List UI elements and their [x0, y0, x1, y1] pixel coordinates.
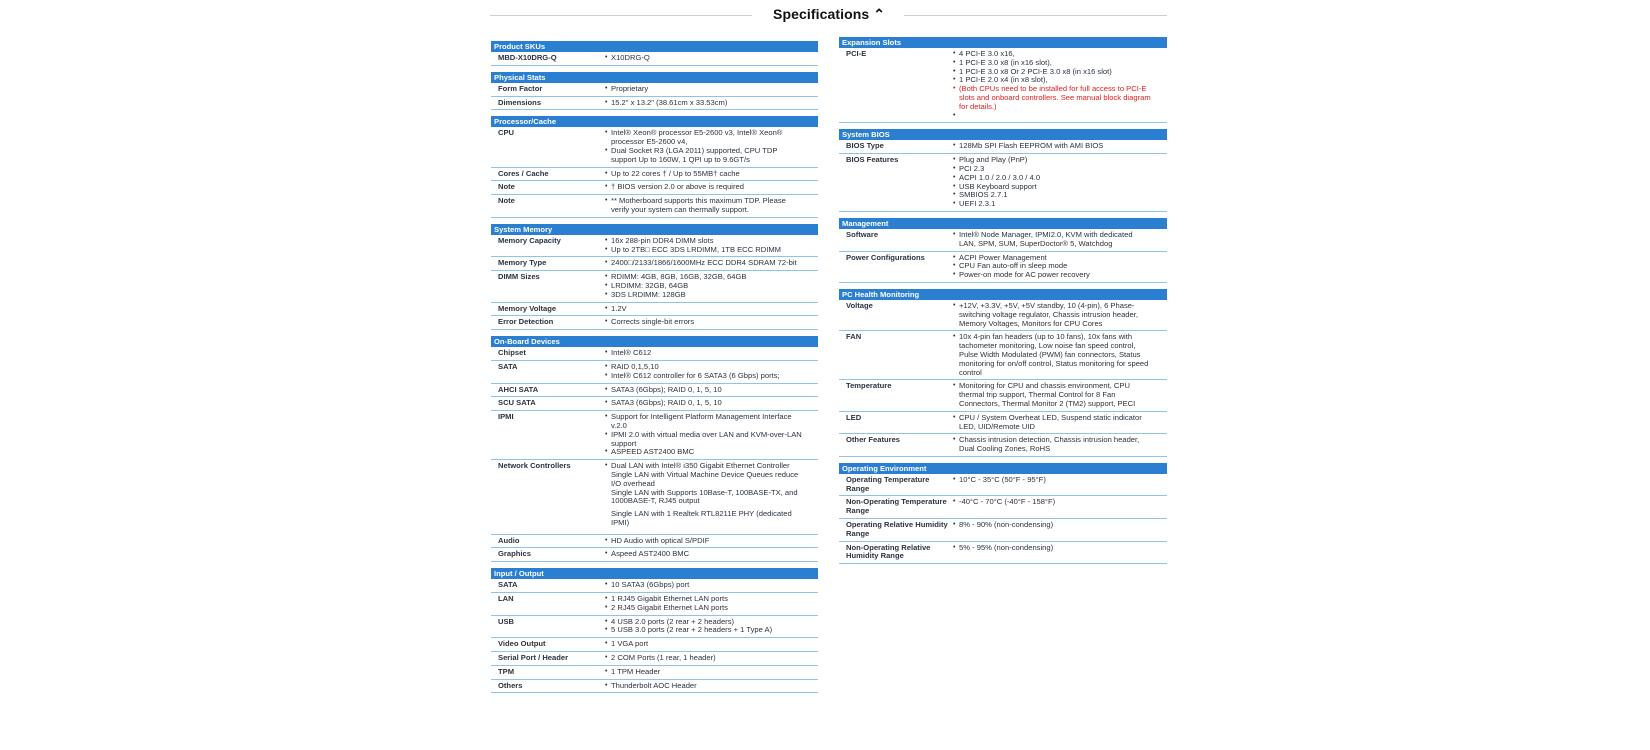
spec-label: Graphics	[498, 549, 531, 559]
spec-label: Non-Operating Temperature Range	[846, 497, 947, 516]
spec-value-item: • IPMI 2.0 with virtual media over LAN and KVM-over-LAN support	[604, 431, 802, 449]
spec-value-list	[952, 436, 1151, 454]
spec-value	[604, 399, 818, 408]
spec-value-item: • Intel® C612 controller for 6 SATA3 (6 Gbps) ports;	[604, 372, 802, 381]
spec-row	[491, 411, 818, 460]
spec-value	[604, 99, 818, 108]
spec-value-item: • Intel® C612	[604, 349, 802, 358]
spec-value	[604, 386, 818, 395]
spec-label: Other Features	[846, 435, 901, 445]
spec-value-list	[604, 618, 802, 636]
spec-row	[839, 380, 1167, 411]
spec-value-item: • 16x 288-pin DDR4 DIMM slots	[604, 237, 802, 246]
spec-value	[604, 581, 818, 590]
spec-label: MBD-X10DRG-Q	[498, 53, 557, 62]
spec-section	[839, 218, 1167, 283]
spec-label: Memory Capacity	[498, 235, 561, 245]
spec-value	[604, 318, 818, 327]
spec-value	[952, 142, 1167, 151]
spec-row	[839, 519, 1167, 542]
spec-value-item: • ACPI Power Management	[952, 254, 1151, 263]
spec-value-list	[952, 498, 1151, 507]
spec-row	[839, 300, 1167, 331]
spec-value-item: • Intel® Xeon® processor E5-2600 v3, Intel® Xeon® processor E5-2600 v4,	[604, 129, 802, 147]
spec-row	[839, 154, 1167, 212]
section-title: Physical Stats	[491, 72, 818, 83]
spec-value	[952, 156, 1167, 209]
spec-value	[604, 349, 818, 358]
spec-value	[604, 654, 818, 663]
spec-value-item: • Corrects single-bit errors	[604, 318, 802, 327]
spec-row	[491, 593, 818, 616]
spec-label: Network Controllers	[498, 461, 571, 471]
spec-value	[604, 595, 818, 613]
spec-value	[604, 170, 818, 179]
spec-value-item: • 1 VGA port	[604, 640, 802, 649]
spec-label: Note	[498, 196, 515, 206]
spec-label: AHCI SATA	[498, 384, 539, 394]
spec-value-list	[604, 170, 802, 179]
spec-value-item: • Up to 22 cores † / Up to 55MB† cache	[604, 170, 802, 179]
spec-value-item: • LRDIMM: 32GB, 64GB	[604, 282, 802, 291]
spec-row	[839, 252, 1167, 283]
spec-value	[604, 550, 818, 559]
spec-value-item: • RAID 0,1,5,10	[604, 363, 802, 372]
spec-label: Software	[846, 229, 879, 239]
spec-value-item: • Dual Socket R3 (LGA 2011) supported, CPU TDP support Up to 160W, 1 QPI up to 9.6GT/s	[604, 147, 802, 165]
spec-value-list	[604, 349, 802, 358]
spec-value-list	[604, 595, 802, 613]
spec-label: Video Output	[498, 639, 546, 649]
section-title: Input / Output	[491, 568, 818, 579]
spec-value-item: • HD Audio with optical S/PDIF	[604, 537, 802, 546]
spec-row	[491, 235, 818, 258]
spec-value-item: • Plug and Play (PnP)	[952, 156, 1151, 165]
spec-row	[491, 579, 818, 593]
spec-value-list	[952, 254, 1151, 280]
specifications-header	[490, 0, 1167, 30]
spec-value	[952, 521, 1167, 539]
spec-value-list	[952, 50, 1151, 120]
spec-row	[839, 542, 1167, 565]
spec-value-list	[952, 333, 1151, 377]
spec-section	[839, 463, 1167, 564]
spec-row	[491, 257, 818, 271]
spec-value-item: • CPU / System Overheat LED, Suspend static indicator LED, UID/Remote UID	[952, 414, 1151, 432]
spec-value-item: • 5 USB 3.0 ports (2 rear + 2 headers + 1 Type A)	[604, 626, 802, 635]
spec-value-item: • 10°C - 35°C (50°F - 95°F)	[952, 476, 1151, 485]
spec-row	[491, 347, 818, 361]
spec-label: FAN	[846, 332, 862, 342]
spec-value-list	[604, 399, 802, 408]
spec-value	[604, 363, 818, 381]
spec-column-right	[839, 37, 1167, 564]
spec-label: SATA	[498, 361, 518, 371]
spec-value-list	[604, 129, 802, 164]
spec-value-item: • 2 COM Ports (1 rear, 1 header)	[604, 654, 802, 663]
spec-value-item: • † BIOS version 2.0 or above is required	[604, 183, 802, 192]
spec-section	[491, 72, 818, 111]
spec-value-list	[604, 273, 802, 299]
spec-value-list	[604, 668, 802, 677]
section-title: On-Board Devices	[491, 336, 818, 347]
spec-label: Audio	[498, 535, 520, 545]
spec-value-item: • 1 RJ45 Gigabit Ethernet LAN ports	[604, 595, 802, 604]
spec-row	[839, 412, 1167, 435]
spec-row	[491, 680, 818, 694]
spec-value-item: • 5% - 95% (non-condensing)	[952, 544, 1151, 553]
section-title: PC Health Monitoring	[839, 289, 1167, 300]
spec-value-item: • Monitoring for CPU and chassis environment, CPU thermal trip support, Thermal Control for 8 Fan Connectors, Thermal Monitor 2 (TM2) support, PECI	[952, 382, 1151, 408]
spec-label: TPM	[498, 666, 515, 676]
spec-value-item: • Chassis intrusion detection, Chassis intrusion header, Dual Cooling Zones, RoHS	[952, 436, 1151, 454]
spec-section	[839, 37, 1167, 123]
spec-value-list	[604, 305, 802, 314]
spec-value-paragraph: Single LAN with 1 Realtek RTL8211E PHY (dedicated IPMI)	[611, 509, 792, 527]
spec-label: Chipset	[498, 348, 526, 358]
spec-section	[491, 41, 818, 66]
spec-value-list	[604, 363, 802, 381]
spec-label: Serial Port / Header	[498, 653, 569, 663]
section-title: Processor/Cache	[491, 116, 818, 127]
spec-value-list	[952, 142, 1151, 151]
spec-label: Memory Type	[498, 258, 547, 268]
spec-value	[604, 618, 818, 636]
spec-label: Error Detection	[498, 317, 554, 327]
spec-section	[491, 116, 818, 217]
spec-row	[491, 666, 818, 680]
spec-value-list	[952, 156, 1151, 209]
spec-value-list	[952, 476, 1151, 485]
spec-row	[491, 652, 818, 666]
spec-value-item: • SATA3 (6Gbps); RAID 0, 1, 5, 10	[604, 399, 802, 408]
spec-value	[604, 413, 818, 457]
spec-section	[491, 336, 818, 562]
spec-value-item: • CPU Fan auto-off in sleep mode	[952, 262, 1151, 271]
spec-label: Power Configurations	[846, 252, 925, 262]
spec-label: Operating Temperature Range	[846, 474, 930, 493]
spec-value	[604, 462, 818, 532]
spec-value-item: • Aspeed AST2400 BMC	[604, 550, 802, 559]
spec-value	[952, 302, 1167, 328]
spec-row	[491, 397, 818, 411]
spec-label: DIMM Sizes	[498, 272, 540, 282]
spec-value-item: • Dual LAN with Intel® i350 Gigabit Ethernet Controller Single LAN with Virtual Machine Device Queues reduce I/O overhead	[604, 462, 802, 488]
spec-value-list	[604, 550, 802, 559]
spec-value-item: • UEFI 2.3.1	[952, 200, 1151, 209]
spec-label: Memory Voltage	[498, 303, 557, 313]
spec-value	[952, 414, 1167, 432]
spec-value	[952, 476, 1167, 494]
spec-row	[491, 361, 818, 384]
spec-value	[604, 682, 818, 691]
spec-label: USB	[498, 616, 515, 626]
spec-row	[491, 195, 818, 218]
spec-value-item: • ** Motherboard supports this maximum TDP. Please verify your system can thermally support.	[604, 197, 802, 215]
spec-value-item: • Power-on mode for AC power recovery	[952, 271, 1151, 280]
spec-section	[491, 568, 818, 693]
spec-value	[952, 231, 1167, 249]
spec-label: Dimensions	[498, 97, 542, 107]
section-title: System Memory	[491, 224, 818, 235]
spec-value-item: • X10DRG-Q	[604, 54, 802, 63]
spec-value	[604, 54, 818, 63]
spec-section	[491, 224, 818, 330]
spec-value	[604, 183, 818, 192]
spec-value-item: • Thunderbolt AOC Header	[604, 682, 802, 691]
spec-value	[604, 640, 818, 649]
spec-value-item: • 1.2V	[604, 305, 802, 314]
spec-row	[839, 434, 1167, 457]
spec-section	[839, 289, 1167, 457]
specifications-toggle[interactable]: Specifications ⌃	[773, 6, 886, 22]
spec-value	[604, 197, 818, 215]
spec-value-list	[604, 581, 802, 590]
spec-value-item: • 4 USB 2.0 ports (2 rear + 2 headers)	[604, 618, 802, 627]
spec-value	[952, 382, 1167, 408]
spec-value	[952, 50, 1167, 120]
spec-value-item: • 10 SATA3 (6Gbps) port	[604, 581, 802, 590]
spec-value-item: • 2400□/2133/1866/1600MHz ECC DDR4 SDRAM 72-bit	[604, 259, 802, 268]
spec-value-list	[604, 85, 802, 94]
spec-value-item: • Support for Intelligent Platform Management Interface v.2.0	[604, 413, 802, 431]
spec-value-item: • 2 RJ45 Gigabit Ethernet LAN ports	[604, 604, 802, 613]
section-title: Management	[839, 218, 1167, 229]
spec-value-list	[604, 682, 802, 691]
spec-value	[604, 668, 818, 677]
spec-label: PCI-E	[846, 49, 867, 58]
spec-label: LAN	[498, 594, 514, 604]
spec-value-item: • Up to 2TB□ ECC 3DS LRDIMM, 1TB ECC RDIMM	[604, 246, 802, 255]
spec-value	[952, 436, 1167, 454]
spec-value-list	[952, 382, 1151, 408]
spec-row	[491, 168, 818, 182]
spec-value-list	[604, 237, 802, 255]
spec-row	[491, 271, 818, 302]
spec-label: Temperature	[846, 381, 892, 391]
spec-value-item: • Proprietary	[604, 85, 802, 94]
spec-row	[491, 638, 818, 652]
spec-row	[491, 52, 818, 66]
spec-value-item: • PCI 2.3	[952, 165, 1151, 174]
spec-value-item	[952, 112, 1151, 121]
spec-label: SCU SATA	[498, 398, 536, 408]
spec-value-item: • 8% - 90% (non-condensing)	[952, 521, 1151, 530]
spec-label: Non-Operating Relative Humidity Range	[846, 542, 931, 561]
spec-value	[604, 259, 818, 268]
spec-row	[491, 83, 818, 97]
spec-value-item: • SATA3 (6Gbps); RAID 0, 1, 5, 10	[604, 386, 802, 395]
spec-value-item: • 1 PCI-E 3.0 x8 Or 2 PCI-E 3.0 x8 (in x16 slot)	[952, 68, 1151, 77]
spec-value	[604, 129, 818, 164]
header-rule-right	[904, 15, 1167, 16]
spec-section	[839, 129, 1167, 212]
spec-value-list	[604, 654, 802, 663]
spec-value-list	[604, 54, 802, 63]
spec-value	[952, 333, 1167, 377]
spec-row	[491, 460, 818, 535]
spec-value-paragraph: Single LAN with Supports 10Base-T, 100BASE-TX, and 1000BASE-T, RJ45 output	[611, 487, 798, 506]
spec-value-list	[952, 544, 1151, 553]
spec-value-list	[604, 640, 802, 649]
header-rule-left	[490, 15, 752, 16]
spec-value	[604, 237, 818, 255]
spec-column-left	[491, 41, 818, 693]
spec-value-list	[952, 521, 1151, 530]
spec-value-list	[952, 414, 1151, 432]
spec-label: Voltage	[846, 300, 873, 310]
spec-label: LED	[846, 412, 862, 422]
spec-row	[491, 384, 818, 398]
spec-value-list	[604, 197, 802, 215]
spec-value	[952, 498, 1167, 516]
spec-value-item: • 15.2" x 13.2" (38.61cm x 33.53cm)	[604, 99, 802, 108]
spec-value-list	[604, 183, 802, 192]
spec-label: Operating Relative Humidity Range	[846, 520, 948, 538]
section-title: Product SKUs	[491, 41, 818, 52]
spec-value-list	[604, 259, 802, 268]
spec-row	[491, 316, 818, 330]
spec-value	[604, 537, 818, 546]
spec-row	[491, 303, 818, 317]
section-title: System BIOS	[839, 129, 1167, 140]
spec-value	[604, 273, 818, 299]
spec-row	[491, 181, 818, 195]
spec-label: CPU	[498, 128, 515, 138]
spec-row	[491, 127, 818, 167]
spec-value	[952, 254, 1167, 280]
spec-value-list	[604, 99, 802, 108]
spec-value-list	[952, 302, 1151, 328]
spec-value-item: • RDIMM: 4GB, 8GB, 16GB, 32GB, 64GB	[604, 273, 802, 282]
spec-label: BIOS Features	[846, 155, 899, 165]
spec-row	[839, 48, 1167, 123]
spec-value-item: • 1 TPM Header	[604, 668, 802, 677]
spec-label: SATA	[498, 580, 518, 590]
spec-value-item: • 4 PCI-E 3.0 x16,	[952, 50, 1151, 59]
spec-row	[491, 548, 818, 562]
spec-value-item: • USB Keyboard support	[952, 183, 1151, 192]
spec-label: BIOS Type	[846, 141, 884, 151]
spec-row	[839, 140, 1167, 154]
spec-value-item: • SMBIOS 2.7.1	[952, 191, 1151, 200]
spec-row	[839, 331, 1167, 380]
spec-label: Others	[498, 680, 523, 690]
spec-label: Cores / Cache	[498, 168, 549, 178]
spec-value-item: • -40°C - 70°C (-40°F - 158°F)	[952, 498, 1151, 507]
spec-value-list	[604, 537, 802, 546]
spec-row	[491, 97, 818, 111]
spec-row	[491, 616, 818, 639]
spec-value-item: • Intel® Node Manager, IPMI2.0, KVM with dedicated LAN, SPM, SUM, SuperDoctor® 5, Watchdog	[952, 231, 1151, 249]
spec-value-list	[604, 386, 802, 395]
spec-value-list	[604, 462, 802, 488]
spec-label: Form Factor	[498, 83, 543, 93]
spec-row	[491, 535, 818, 549]
spec-value-item: • 10x 4-pin fan headers (up to 10 fans), 10x fans with tachometer monitoring, Low noise fan speed control, Pulse Width Modulated (PWM) fan connectors, Status monitoring for on/off control, Status monitoring for speed control	[952, 333, 1151, 377]
spec-label: Note	[498, 182, 515, 192]
spec-note-red: • (Both CPUs need to be installed for full access to PCI-E slots and onboard controllers. See manual block diagram for details.)	[952, 85, 1151, 111]
spec-value-list	[952, 231, 1151, 249]
spec-row	[839, 474, 1167, 497]
spec-value-item: • 1 PCI-E 2.0 x4 (in x8 slot),	[952, 76, 1151, 85]
section-title: Operating Environment	[839, 463, 1167, 474]
spec-row	[839, 229, 1167, 252]
spec-label: IPMI	[498, 412, 514, 422]
spec-value	[604, 305, 818, 314]
spec-value	[604, 85, 818, 94]
spec-value-item: • ASPEED AST2400 BMC	[604, 448, 802, 457]
spec-row	[839, 496, 1167, 519]
spec-value-list	[604, 413, 802, 457]
spec-value-item: • +12V, +3.3V, +5V, +5V standby, 10 (4-pin), 6 Phase-switching voltage regulator, Chassis intrusion header, Memory Voltages, Monitors for CPU Cores	[952, 302, 1151, 328]
section-title: Expansion Slots	[839, 37, 1167, 48]
spec-value-item: • 3DS LRDIMM: 128GB	[604, 291, 802, 300]
spec-value-list	[604, 318, 802, 327]
spec-value-item: • ACPI 1.0 / 2.0 / 3.0 / 4.0	[952, 174, 1151, 183]
spec-value	[952, 544, 1167, 562]
spec-value-item: • 128Mb SPI Flash EEPROM with AMI BIOS	[952, 142, 1151, 151]
spec-value-item: • 1 PCI-E 3.0 x8 (in x16 slot),	[952, 59, 1151, 68]
